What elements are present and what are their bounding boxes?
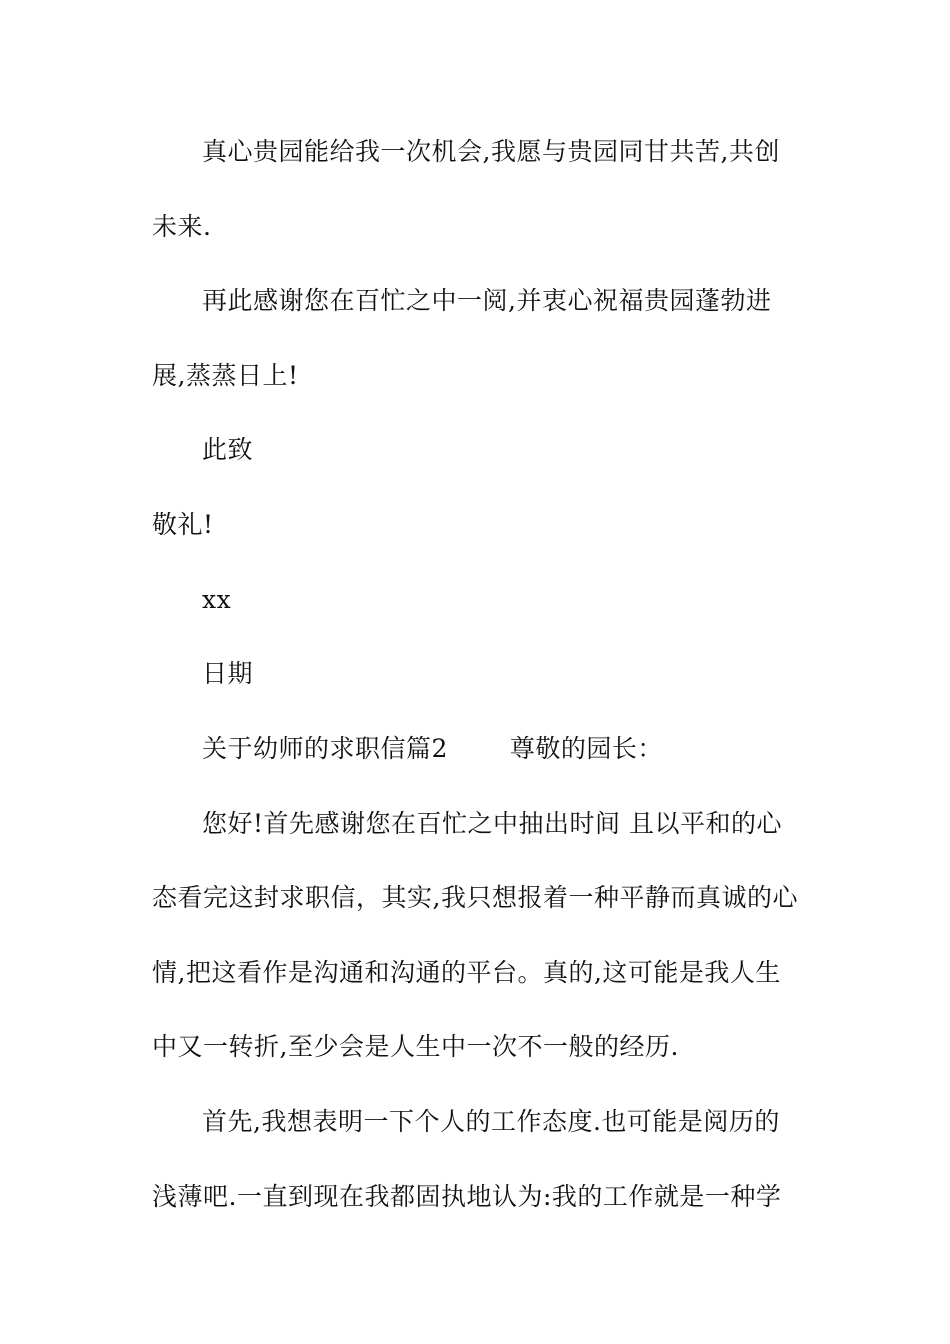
paragraph-line: 情,把这看作是沟通和沟通的平台。真的,这可能是我人生	[152, 958, 781, 987]
section-title: 关于幼师的求职信篇2	[202, 734, 448, 763]
paragraph-line: 未来.	[152, 212, 212, 241]
paragraph-line: 展,蒸蒸日上!	[152, 361, 299, 390]
paragraph-line: 中又一转折,至少会是人生中一次不一般的经历.	[152, 1032, 679, 1061]
closing-line: 此致	[202, 435, 254, 464]
paragraph-line: 浅薄吧.一直到现在我都固执地认为:我的工作就是一种学	[152, 1182, 782, 1211]
paragraph-line: 再此感谢您在百忙之中一阅,并衷心祝福贵园蓬勃进	[202, 286, 772, 315]
section-heading-line	[202, 733, 663, 765]
paragraph-line: 态看完这封求职信，其实,我只想报着一种平静而真诚的心	[152, 883, 798, 912]
letter-greeting: 尊敬的园长：	[509, 734, 663, 763]
paragraph-line: 真心贵园能给我一次机会,我愿与贵园同甘共苦,共创	[202, 137, 780, 166]
salutation-line: 敬礼!	[152, 510, 214, 539]
paragraph-line: 您好!首先感谢您在百忙之中抽出时间 且以平和的心	[202, 809, 782, 838]
signature-date: 日期	[202, 659, 254, 688]
paragraph-line: 首先,我想表明一下个人的工作态度.也可能是阅历的	[202, 1107, 780, 1136]
signature-name: xx	[202, 585, 232, 614]
